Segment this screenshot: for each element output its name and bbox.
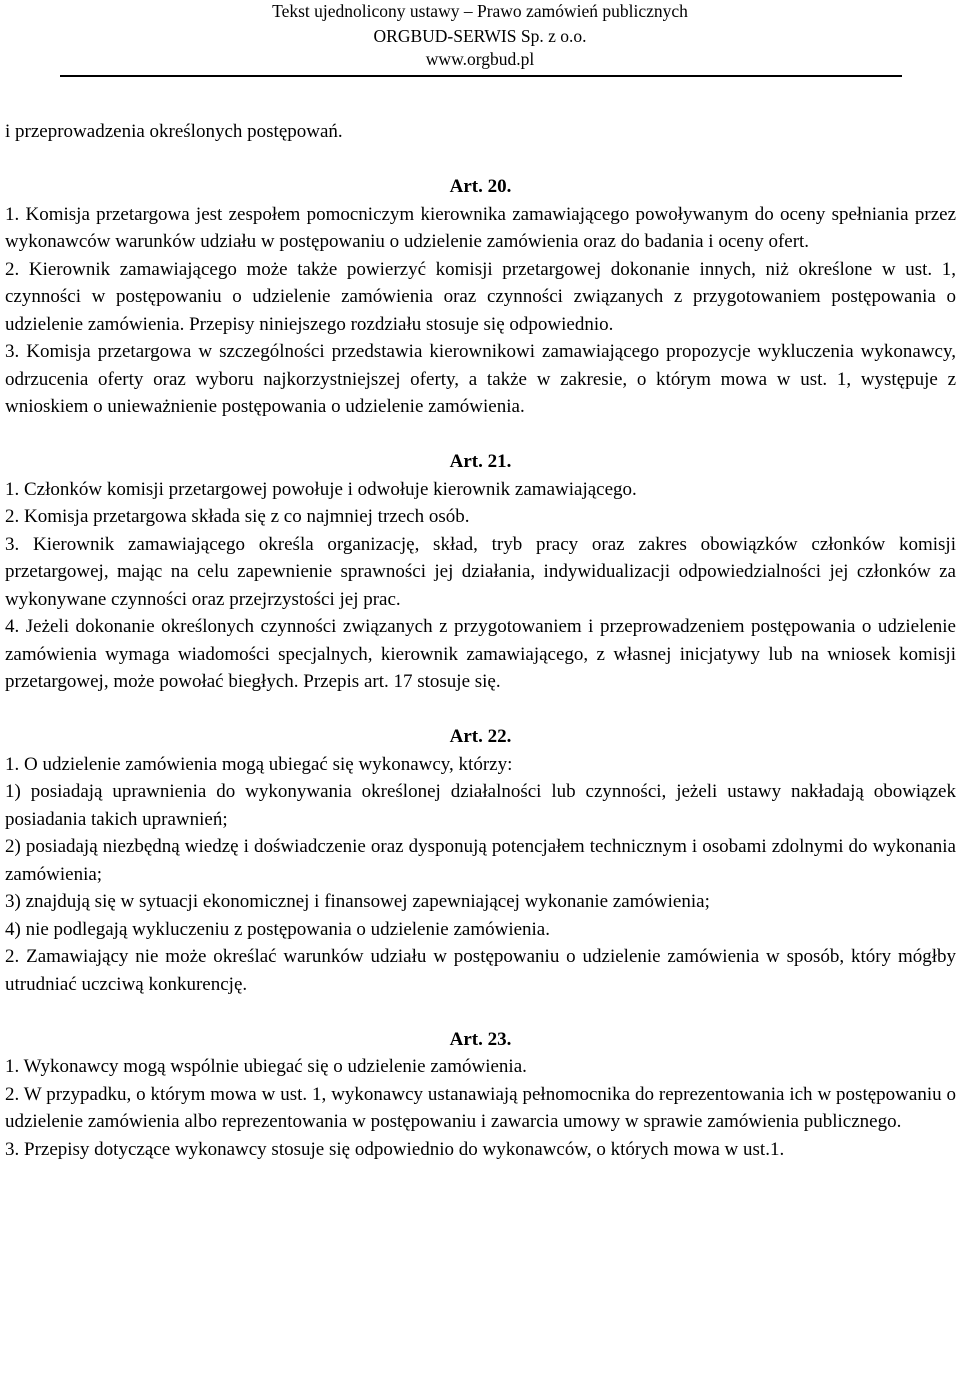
article-23-par-2: 2. W przypadku, o którym mowa w ust. 1, wykonawcy ustanawiają pełnomocnika do reprezentowania ich w postępowaniu o udzielenie zamówienia albo reprezentowania w postępowaniu i zawarcia umowy w sprawie zamówienia publicznego.: [5, 1083, 956, 1132]
article-22-item-3: 3) znajdują się w sytuacji ekonomicznej i finansowej zapewniającej wykonanie zamówienia;: [5, 891, 710, 912]
header-title: Tekst ujednolicony ustawy – Prawo zamówień publicznych: [272, 1, 688, 21]
article-23-par-1: 1. Wykonawcy mogą wspólnie ubiegać się o udzielenie zamówienia.: [5, 1056, 527, 1077]
article-21-par-2: 2. Komisja przetargowa składa się z co najmniej trzech osób.: [5, 506, 470, 527]
article-20-heading: Art. 20.: [449, 176, 512, 197]
article-22-item-1: 1) posiadają uprawnienia do wykonywania określonej działalności lub czynności, jeżeli ustawy nakładają obowiązek posiadania takich uprawnień;: [5, 781, 956, 830]
article-22-heading: Art. 22.: [449, 726, 512, 747]
article-22-item-4: 4) nie podlegają wykluczeniu z postępowania o udzielenie zamówienia.: [5, 918, 550, 940]
article-21-par-1: 1. Członków komisji przetargowej powołuje i odwołuje kierownik zamawiającego.: [5, 478, 637, 500]
article-21-par-3: 3. Kierownik zamawiającego określa organizację, skład, tryb pracy oraz zakres obowiązków członków komisji przetargowej, mając na celu zapewnienie sprawności jej działania, indywidualizacji odpowiedzialności jej członków za wykonywane czynności oraz przejrzystości jej prac.: [5, 533, 956, 610]
article-22-par-2: 2. Zamawiający nie może określać warunków udziału w postępowaniu o udzielenie zamówienia w sposób, który mógłby utrudniać uczciwą konkurencję.: [5, 946, 956, 995]
article-22-par-1: 1. O udzielenie zamówienia mogą ubiegać się wykonawcy, którzy:: [5, 753, 513, 775]
article-21-par-4: 4. Jeżeli dokonanie określonych czynności związanych z przygotowaniem i przeprowadzeniem postępowania o udzielenie zamówienia wymaga wiadomości specjalnych, kierownik zamawiającego, z własnej inicjatywy lub na wniosek komisji przetargowej, może powołać biegłych. Przepis art. 17 stosuje się.: [5, 616, 956, 692]
spacer: [5, 421, 956, 449]
spacer: [5, 998, 956, 1026]
article-23-par-3: 3. Przepisy dotyczące wykonawcy stosuje się odpowiednio do wykonawców, o których mowa w ust.1.: [5, 1138, 785, 1160]
article-20-par-3: 3. Komisja przetargowa w szczególności przedstawia kierownikowi zamawiającego propozycje wykluczenia wykonawcy, odrzucenia oferty oraz wyboru najkorzystniejszej oferty, a także w zakresie, o którym mowa w ust. 1, występuje z wnioskiem o unieważnienie postępowania o udzielenie zamówienia.: [5, 341, 956, 417]
article-21-heading: Art. 21.: [449, 451, 512, 472]
article-20-par-1: 1. Komisja przetargowa jest zespołem pomocniczym kierownika zamawiającego powoływanym do oceny spełniania przez wykonawców warunków udziału w postępowaniu o udzielenie zamówienia oraz do badania i oceny ofert.: [5, 203, 956, 252]
header-website: www.orgbud.pl: [425, 49, 535, 69]
header-divider: [60, 75, 902, 77]
header-company: ORGBUD-SERWIS Sp. z o.o.: [373, 26, 587, 46]
intro-fragment: i przeprowadzenia określonych postępowań.: [5, 121, 343, 142]
document-body: [5, 118, 956, 1163]
article-20-par-2: 2. Kierownik zamawiającego może także powierzyć komisji przetargowej dokonanie innych, niż określone w ust. 1, czynności w postępowaniu o udzielenie zamówienia oraz czynności związanych z przygotowaniem postępowania o udzielenie zamówienia. Przepisy niniejszego rozdziału stosuje się odpowiednio.: [5, 258, 956, 335]
article-23-heading: Art. 23.: [449, 1028, 512, 1050]
spacer: [5, 696, 956, 724]
article-22-item-2: 2) posiadają niezbędną wiedzę i doświadczenie oraz dysponują potencjałem technicznym i osobami zdolnymi do wykonania zamówienia;: [5, 836, 956, 885]
spacer: [5, 146, 956, 174]
